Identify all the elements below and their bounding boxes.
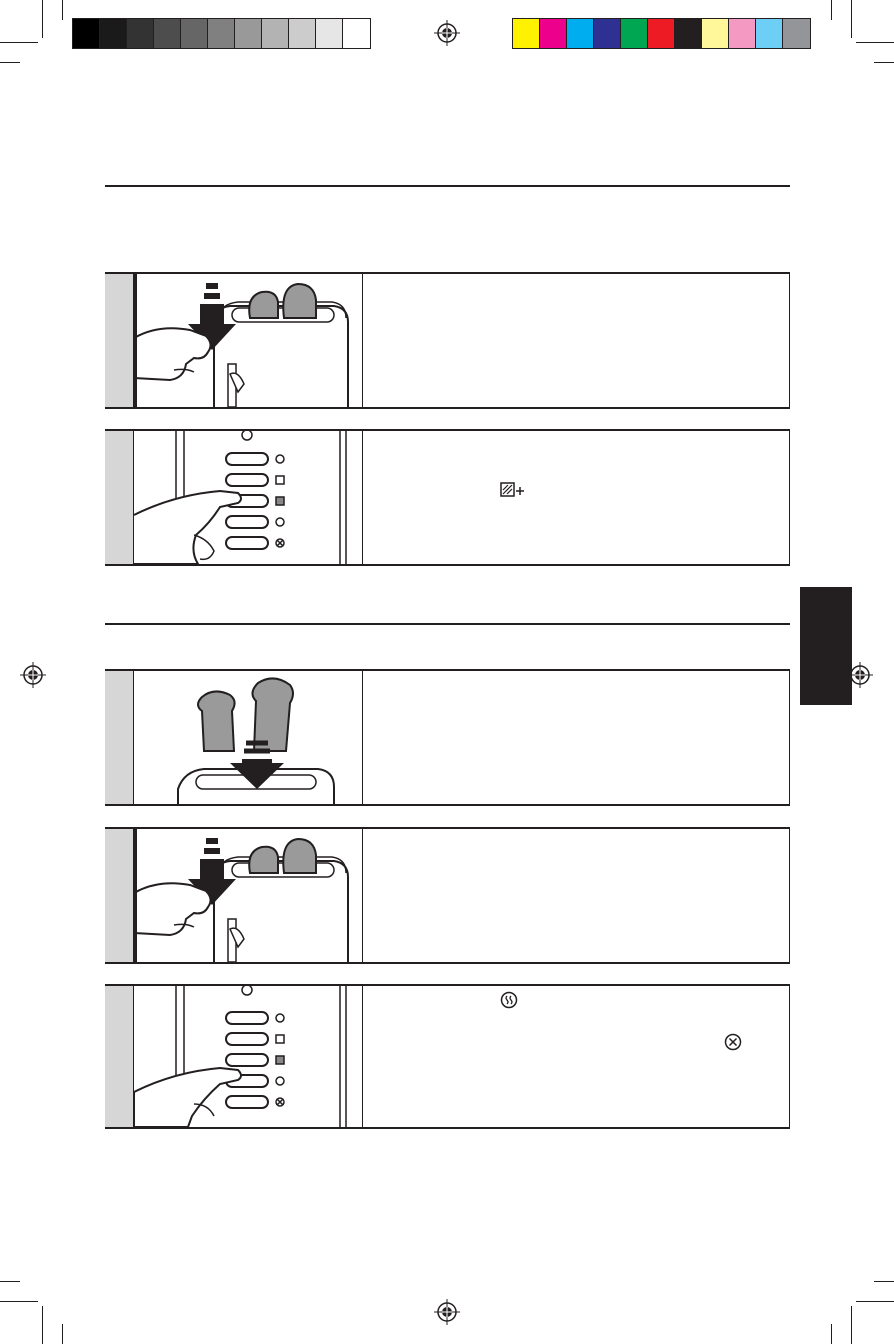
finger-pressing-control-button-icon (134, 431, 363, 564)
color-swatch (289, 19, 316, 48)
crop-mark (62, 1324, 63, 1344)
step-panel (105, 429, 790, 566)
registration-mark-icon (434, 1299, 460, 1325)
hand-pressing-toast-lever-icon (134, 829, 363, 962)
crop-mark (831, 0, 832, 20)
crop-mark (851, 1306, 852, 1344)
step-number-cell (105, 671, 134, 804)
color-swatch (262, 19, 289, 48)
color-swatch (316, 19, 343, 48)
section-rule (105, 623, 790, 625)
step-text-column (363, 431, 789, 564)
crop-mark (0, 42, 38, 43)
color-swatch (594, 19, 621, 48)
finger-pressing-reheat-button-icon (134, 986, 363, 1127)
color-swatch (73, 19, 100, 48)
step-panel (105, 984, 790, 1129)
color-swatch (648, 19, 675, 48)
crop-mark (0, 1301, 38, 1302)
grayscale-swatch-bar (72, 18, 371, 49)
step-text-column (363, 829, 789, 962)
crop-mark (831, 1324, 832, 1344)
color-swatch (235, 19, 262, 48)
crop-mark (42, 1306, 43, 1344)
crop-mark (874, 1281, 894, 1282)
crop-mark (62, 0, 63, 20)
color-swatch (208, 19, 235, 48)
step-panel (105, 827, 790, 964)
bread-slices-into-slots-icon (134, 671, 363, 804)
color-swatch (154, 19, 181, 48)
color-swatch (675, 19, 702, 48)
step-number-cell (105, 986, 134, 1127)
crop-mark (874, 62, 894, 63)
color-swatch (540, 19, 567, 48)
color-swatch (783, 19, 810, 48)
step-text-column (363, 274, 789, 407)
color-swatch (702, 19, 729, 48)
step-number-cell (105, 274, 134, 407)
color-swatch (729, 19, 756, 48)
registration-mark-icon (20, 662, 46, 688)
color-swatch (100, 19, 127, 48)
bagel-plus-icon (499, 481, 527, 499)
color-swatch (343, 19, 370, 48)
color-swatch (513, 19, 540, 48)
reheat-icon (499, 990, 519, 1010)
registration-mark-icon (434, 20, 460, 46)
crop-mark (0, 1281, 20, 1282)
color-swatch (127, 19, 154, 48)
crop-mark (0, 62, 20, 63)
color-swatch (181, 19, 208, 48)
step-text-column (363, 986, 789, 1127)
hand-pressing-toast-lever-icon (134, 274, 363, 407)
color-swatch (756, 19, 783, 48)
crop-mark (856, 42, 894, 43)
cancel-icon (723, 1032, 743, 1052)
color-swatch (567, 19, 594, 48)
language-tab (800, 587, 852, 705)
step-text-column (363, 671, 789, 804)
step-number-cell (105, 829, 134, 962)
color-swatch (621, 19, 648, 48)
crop-mark (42, 0, 43, 38)
step-panel (105, 669, 790, 806)
section-rule (105, 185, 790, 187)
crop-mark (856, 1301, 894, 1302)
step-panel (105, 272, 790, 409)
color-swatch-bar (512, 18, 811, 49)
crop-mark (851, 0, 852, 38)
step-number-cell (105, 431, 134, 564)
